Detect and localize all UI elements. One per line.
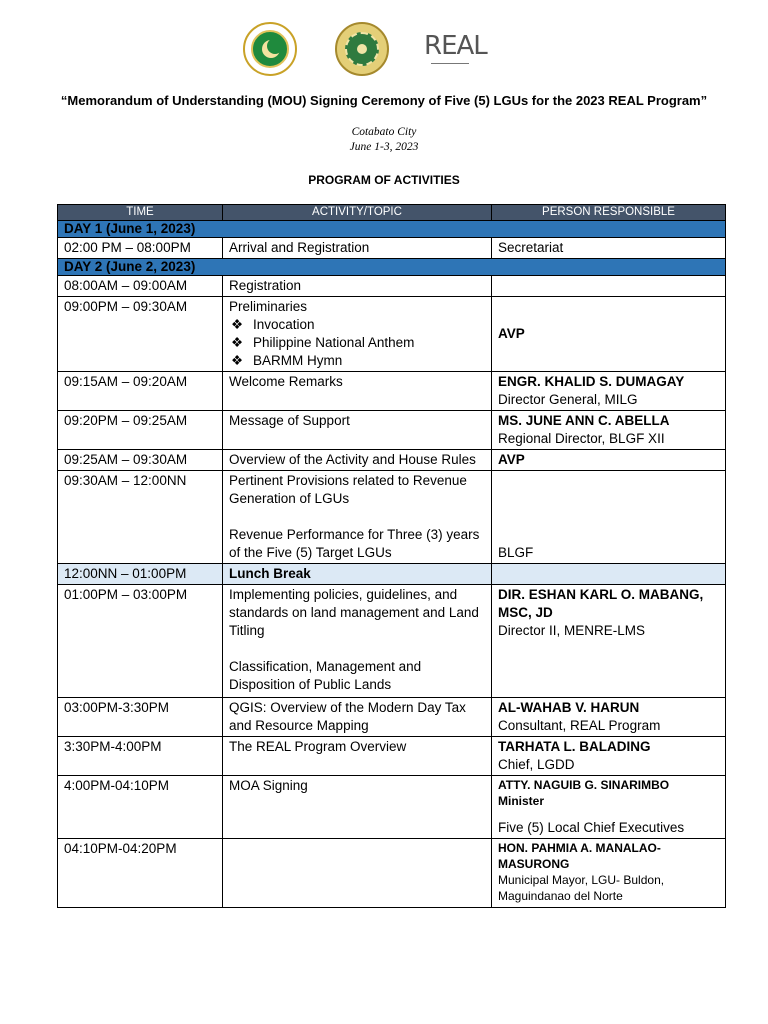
row-person: Secretariat [492, 238, 726, 259]
row-activity: QGIS: Overview of the Modern Day Tax and Resource Mapping [223, 698, 492, 737]
person-name: AVP [498, 452, 525, 467]
col-activity-header: ACTIVITY/TOPIC [223, 205, 492, 221]
day-1-row [58, 221, 726, 238]
activity-title: Preliminaries [229, 299, 308, 314]
table-row [58, 450, 726, 471]
row-activity: Message of Support [223, 411, 492, 450]
barmm-seal-logo [335, 22, 389, 76]
table-row [58, 471, 726, 564]
row-person [492, 276, 726, 297]
table-row [58, 297, 726, 372]
logo-row [0, 22, 768, 78]
row-activity: The REAL Program Overview [223, 737, 492, 776]
row-activity [223, 585, 492, 698]
row-activity: MOA Signing [223, 776, 492, 839]
list-item: ❖ Philippine National Anthem [231, 335, 415, 350]
program-heading: PROGRAM OF ACTIVITIES [308, 173, 460, 187]
row-person [492, 776, 726, 839]
activity-title: Implementing policies, guidelines, and standards on land management and Land Titling [229, 587, 479, 638]
table-row [58, 839, 726, 908]
col-time-header: TIME [58, 205, 223, 221]
row-time: 03:00PM-3:30PM [58, 698, 223, 737]
person-role: Consultant, REAL Program [498, 718, 661, 733]
diamond-bullet-icon: ❖ [231, 317, 244, 332]
person-role: Municipal Mayor, LGU- Buldon, Maguindanao del Norte [498, 873, 665, 903]
row-time: 09:25AM – 09:30AM [58, 450, 223, 471]
row-activity [223, 839, 492, 908]
person-name: AL-WAHAB V. HARUN [498, 700, 640, 715]
activity-title: Pertinent Provisions related to Revenue Generation of LGUs [229, 473, 467, 506]
row-person [492, 411, 726, 450]
row-activity: Lunch Break [223, 564, 492, 585]
diamond-bullet-icon: ❖ [231, 353, 244, 368]
person-role: Minister [498, 794, 545, 808]
person-name: ATTY. NAGUIB G. SINARIMBO [498, 778, 670, 792]
row-activity [223, 471, 492, 564]
location: Cotabato City [351, 126, 417, 138]
activity-bullet-list [229, 316, 485, 370]
row-person [492, 471, 726, 564]
row-person [492, 737, 726, 776]
row-time: 01:00PM – 03:00PM [58, 585, 223, 698]
document-title: “Memorandum of Understanding (MOU) Signing Ceremony of Five (5) LGUs for the 2023 REAL Program” [60, 93, 708, 108]
table-header-row [58, 205, 726, 221]
row-person [492, 564, 726, 585]
row-time: 4:00PM-04:10PM [58, 776, 223, 839]
activity-subtitle: Revenue Performance for Three (3) years of the Five (5) Target LGUs [229, 527, 480, 560]
table-row [58, 776, 726, 839]
milg-seal-logo [243, 22, 297, 76]
row-time: 02:00 PM – 08:00PM [58, 238, 223, 259]
table-row [58, 585, 726, 698]
row-activity: Registration [223, 276, 492, 297]
person-extra: Five (5) Local Chief Executives [498, 820, 685, 835]
activity-subtitle: Classification, Management and Disposition of Public Lands [229, 659, 422, 692]
event-dates: June 1-3, 2023 [349, 141, 419, 153]
day-1-label: DAY 1 (June 1, 2023) [58, 221, 726, 238]
table-row [58, 238, 726, 259]
list-item: ❖ Invocation [231, 317, 315, 332]
row-time: 09:20PM – 09:25AM [58, 411, 223, 450]
day-2-label: DAY 2 (June 2, 2023) [58, 259, 726, 276]
person-name: DIR. ESHAN KARL O. MABANG, MSC, JD [498, 587, 704, 620]
table-row [58, 737, 726, 776]
lunch-row [58, 564, 726, 585]
person-role: Chief, LGDD [498, 757, 575, 772]
day-2-row [58, 259, 726, 276]
table-row [58, 698, 726, 737]
row-activity: Arrival and Registration [223, 238, 492, 259]
diamond-bullet-icon: ❖ [231, 335, 244, 350]
row-time: 12:00NN – 01:00PM [58, 564, 223, 585]
table-row [58, 411, 726, 450]
row-time: 09:00PM – 09:30AM [58, 297, 223, 372]
table-row [58, 276, 726, 297]
row-person [492, 698, 726, 737]
row-person: AVP [492, 297, 726, 372]
person-role: Regional Director, BLGF XII [498, 431, 665, 446]
program-table [57, 204, 726, 908]
row-person [492, 839, 726, 908]
real-program-logo: REAL [424, 32, 476, 76]
person-role: Director II, MENRE-LMS [498, 623, 646, 638]
row-activity [223, 297, 492, 372]
row-person [492, 450, 726, 471]
person-name: HON. PAHMIA A. MANALAO-MASURONG [498, 841, 661, 871]
row-person [492, 585, 726, 698]
row-time: 09:15AM – 09:20AM [58, 372, 223, 411]
row-time: 09:30AM – 12:00NN [58, 471, 223, 564]
person-role: Director General, MILG [498, 392, 638, 407]
table-row [58, 372, 726, 411]
row-activity: Welcome Remarks [223, 372, 492, 411]
row-time: 3:30PM-4:00PM [58, 737, 223, 776]
person-name: BLGF [498, 545, 534, 560]
row-person [492, 372, 726, 411]
list-item: ❖ BARMM Hymn [231, 353, 343, 368]
row-time: 08:00AM – 09:00AM [58, 276, 223, 297]
person-name: MS. JUNE ANN C. ABELLA [498, 413, 670, 428]
person-name: TARHATA L. BALADING [498, 739, 651, 754]
person-name: ENGR. KHALID S. DUMAGAY [498, 374, 685, 389]
row-activity: Overview of the Activity and House Rules [223, 450, 492, 471]
row-time: 04:10PM-04:20PM [58, 839, 223, 908]
col-person-header: PERSON RESPONSIBLE [492, 205, 726, 221]
